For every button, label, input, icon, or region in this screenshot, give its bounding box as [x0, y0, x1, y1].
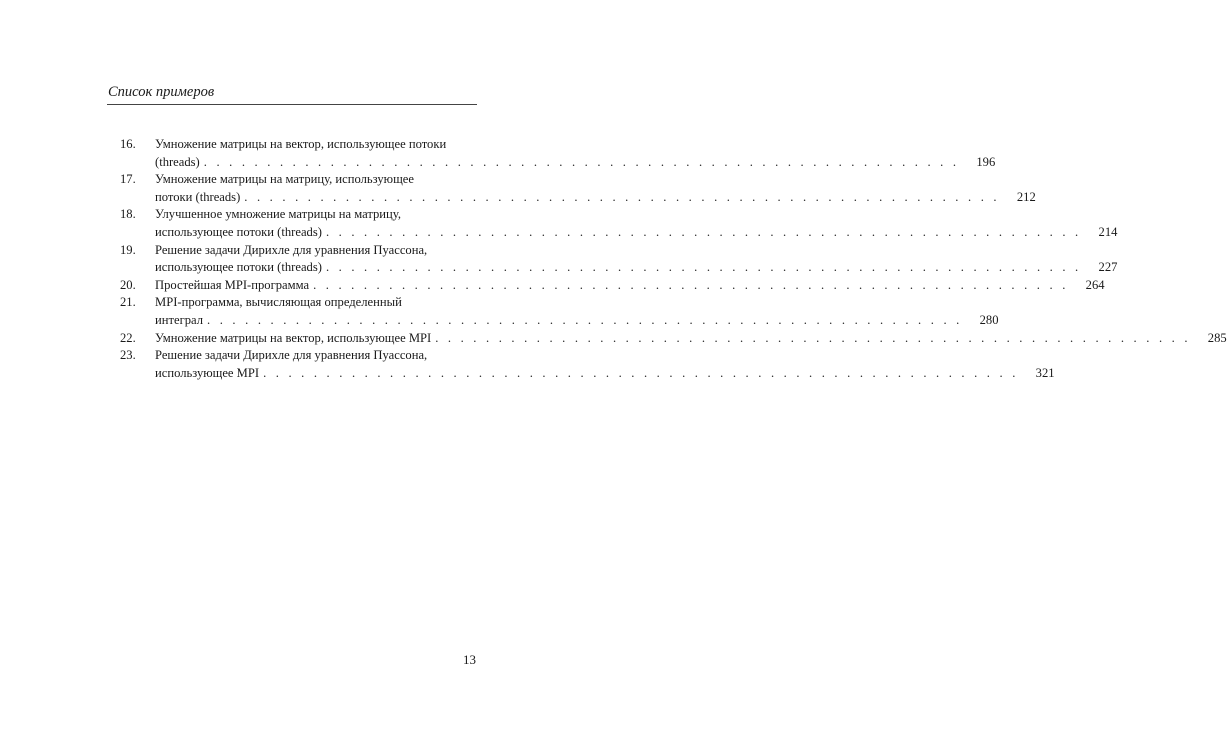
list-item: [120, 242, 1118, 277]
entry-text: Простейшая MPI-программа: [155, 277, 310, 292]
page-ref: 280: [979, 312, 999, 327]
entry-text: Умножение матрицы на вектор, использующее потоки: [155, 137, 447, 151]
entry-number: 23.: [120, 348, 136, 363]
entry-text: Умножение матрицы на вектор, использующее MPI: [155, 330, 432, 345]
dot-leader: . . . . . . . . . . . . . . . . . . . . . . . . . . . . . . . . . . . . . . . . . . . . . . . . . . . . . . . . . . . .: [435, 330, 1191, 345]
entry-number: 21.: [120, 295, 136, 310]
page-ref: 214: [1098, 224, 1118, 239]
entry-text: Умножение матрицы на матрицу, использующее: [155, 172, 414, 187]
entry-text: (threads): [155, 154, 200, 169]
entry-text: Решение задачи Дирихле для уравнения Пуассона,: [155, 348, 428, 363]
entry-last-line: [120, 312, 999, 330]
entry-last-line: [120, 365, 1055, 383]
entry-line: [120, 242, 476, 260]
examples-list: [120, 136, 1227, 382]
page-ref: 196: [976, 154, 996, 169]
entry-last-line: [120, 330, 1227, 348]
running-head: [107, 84, 477, 105]
dot-leader: . . . . . . . . . . . . . . . . . . . . . . . . . . . . . . . . . . . . . . . . . . . . . . . . . . . . . . . . . . . .: [244, 189, 1000, 204]
entry-text: использующее MPI: [155, 365, 260, 380]
entry-last-line: [120, 189, 1036, 207]
entry-number: 18.: [120, 207, 136, 222]
entry-text: MPI-программа, вычисляющая определенный: [155, 295, 402, 310]
entry-last-line: [120, 224, 1118, 242]
entry-text: интеграл: [155, 312, 204, 327]
list-item: [120, 171, 1036, 206]
dot-leader: . . . . . . . . . . . . . . . . . . . . . . . . . . . . . . . . . . . . . . . . . . . . . . . . . . . . . . . . . . . .: [325, 224, 1082, 239]
entry-number: 20.: [120, 277, 136, 292]
dot-leader: . . . . . . . . . . . . . . . . . . . . . . . . . . . . . . . . . . . . . . . . . . . . . . . . . . . . . . . . . . . .: [207, 312, 963, 327]
entry-text: Улучшенное умножение матрицы на матрицу,: [155, 207, 401, 222]
entry-line: [120, 347, 476, 365]
entry-text: использующее потоки (threads): [155, 224, 322, 239]
page-ref: 321: [1035, 365, 1055, 380]
entry-last-line: [120, 277, 1105, 295]
entry-last-line: [120, 154, 996, 172]
page-ref: 285: [1207, 330, 1227, 345]
entry-number: 22.: [120, 330, 136, 345]
entry-line: [120, 206, 476, 224]
entry-text: потоки (threads): [155, 189, 241, 204]
dot-leader: . . . . . . . . . . . . . . . . . . . . . . . . . . . . . . . . . . . . . . . . . . . . . . . . . . . . . . . . . . . .: [313, 277, 1069, 292]
entry-line: [120, 136, 476, 154]
list-item: [120, 206, 1118, 241]
dot-leader: . . . . . . . . . . . . . . . . . . . . . . . . . . . . . . . . . . . . . . . . . . . . . . . . . . . . . . . . . . . .: [325, 260, 1082, 275]
list-item: [120, 294, 999, 329]
dot-leader: . . . . . . . . . . . . . . . . . . . . . . . . . . . . . . . . . . . . . . . . . . . . . . . . . . . . . . . . . . . .: [263, 365, 1019, 380]
list-item: [120, 136, 996, 171]
entry-line: [120, 171, 476, 189]
page-ref: 227: [1098, 260, 1118, 275]
entry-text: Решение задачи Дирихле для уравнения Пуассона,: [155, 242, 428, 257]
running-head-title: Список примеров: [108, 84, 215, 100]
entry-number: 16.: [120, 137, 136, 151]
entry-number: 19.: [120, 242, 136, 257]
page-ref: 212: [1016, 189, 1036, 204]
entry-last-line: [120, 259, 1118, 277]
page-number: 13: [463, 652, 476, 667]
list-item: [120, 330, 1227, 348]
entry-text: использующее потоки (threads): [155, 260, 322, 275]
list-item: [120, 347, 1055, 382]
dot-leader: . . . . . . . . . . . . . . . . . . . . . . . . . . . . . . . . . . . . . . . . . . . . . . . . . . . . . . . . . . . .: [203, 154, 960, 169]
entry-line: [120, 294, 476, 312]
list-item: [120, 277, 1105, 295]
entry-number: 17.: [120, 172, 136, 187]
page-ref: 264: [1085, 277, 1105, 292]
